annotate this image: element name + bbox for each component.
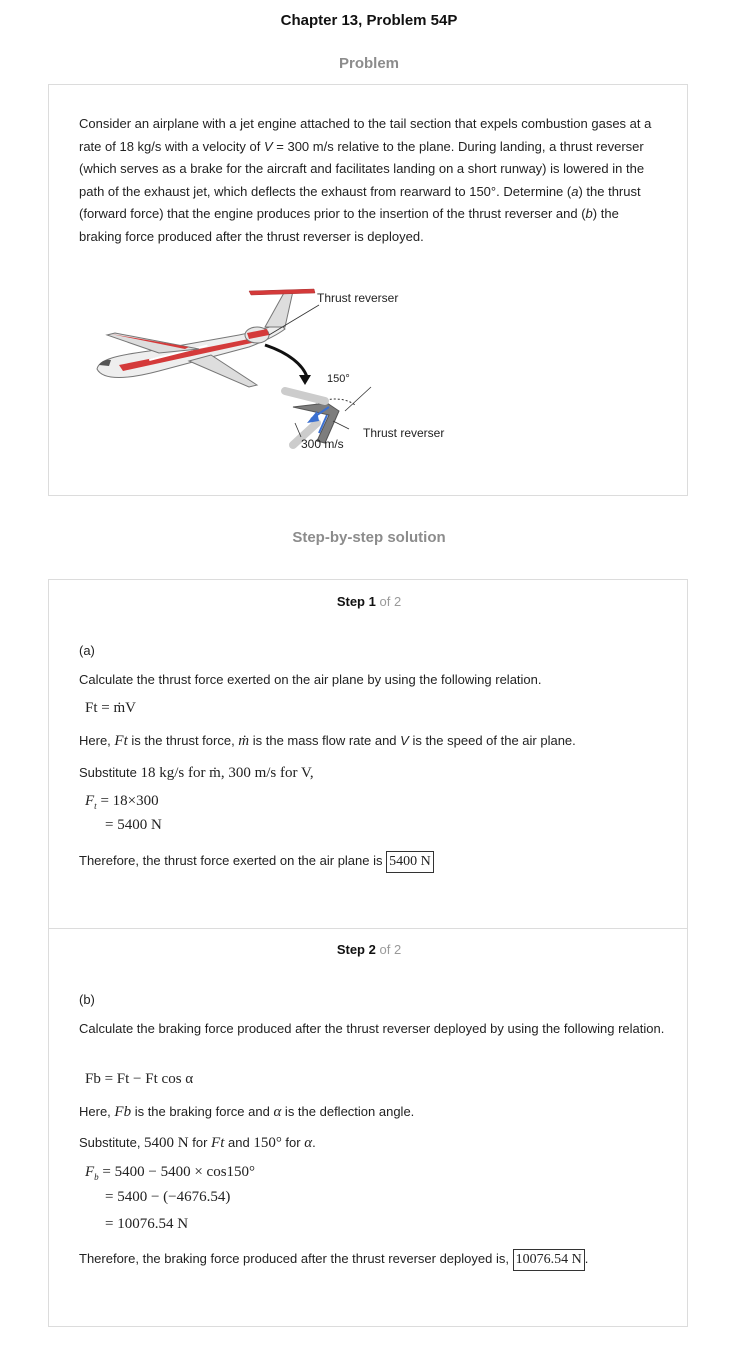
deploy-arrow <box>265 345 307 377</box>
label-thrust-reverser-bottom: Thrust reverser <box>363 426 445 440</box>
step1-equation: Ft = ṁV <box>85 700 136 716</box>
step2-header: Step 2 of 2 <box>336 942 402 957</box>
step2-equation: Fb = Ft − Ft cos α <box>85 1071 194 1087</box>
step1-definitions: Here, Ft is the thrust force, ṁ is the mass flow rate and V is the speed of the air plane. <box>79 733 576 749</box>
problem-label: Problem <box>338 55 399 72</box>
step2-calc-line3: = 10076.54 N <box>105 1216 189 1232</box>
solution-box <box>48 579 688 1327</box>
label-thrust-reverser-top: Thrust reverser <box>317 291 399 305</box>
step2-definitions: Here, Fb is the braking force and α is the deflection angle. <box>79 1104 415 1120</box>
airplane-wing-lower <box>189 355 257 387</box>
step2-intro: Calculate the braking force produced after the thrust reverser deployed by using the following relation. <box>79 1021 665 1036</box>
airplane-thrust-reverser-figure <box>89 283 445 461</box>
step2-part-label: (b) <box>79 992 95 1007</box>
step2-calc-line2: = 5400 − (−4676.54) <box>105 1189 231 1205</box>
step1-header: Step 1 of 2 <box>336 594 402 609</box>
label-angle: 150° <box>327 373 350 385</box>
airplane-wing <box>107 333 199 353</box>
chapter-title: Chapter 13, Problem 54P <box>280 12 458 29</box>
step1-intro: Calculate the thrust force exerted on the air plane by using the following relation. <box>79 672 542 687</box>
step2-answer: 10076.54 N <box>513 1249 585 1271</box>
airplane-horizontal-tail <box>249 289 315 295</box>
step2-conclusion: Therefore, the braking force produced after the thrust reverser deployed is, 10076.54 N . <box>79 1248 669 1271</box>
step1-substitution: Substitute 18 kg/s for ṁ, 300 m/s for V, <box>79 765 314 781</box>
step1-conclusion: Therefore, the thrust force exerted on the air plane is 5400 N <box>79 850 669 873</box>
step1-calc-line2: = 5400 N <box>105 817 162 833</box>
step1-part-label: (a) <box>79 643 95 658</box>
label-velocity: 300 m/s <box>301 437 344 451</box>
step1-calc-line1: $F_t = 18\times 300$ <box>85 793 159 811</box>
step-divider <box>49 928 687 929</box>
problem-box <box>48 84 688 496</box>
step2-calc-line1: $F_b = 5400 - 5400 \times \cos 150^\circ$ <box>85 1164 256 1182</box>
step2-substitution: Substitute, 5400 N for Ft and 150° for α. <box>79 1135 316 1151</box>
airplane-vertical-fin <box>265 291 293 327</box>
problem-statement: Consider an airplane with a jet engine attached to the tail section that expels combustion gases at a rate of 18 kg/s with a velocity of V = 300 m/s relative to the plane. During landing, a thrust reverser (which serves as a brake for the aircraft and facilitates landing on a short runway) is lowered in the path of the exhaust jet, which deflects the exhaust from rearward to 150°. Determine (a) the thrust (forward force) that the engine produces prior to the insertion of the thrust reverser and (b) the braking force produced after the thrust reverser is deployed. <box>79 116 652 244</box>
airplane-cockpit <box>99 360 111 366</box>
solution-label: Step-by-step solution <box>292 529 446 546</box>
step1-answer: 5400 N <box>386 851 434 873</box>
